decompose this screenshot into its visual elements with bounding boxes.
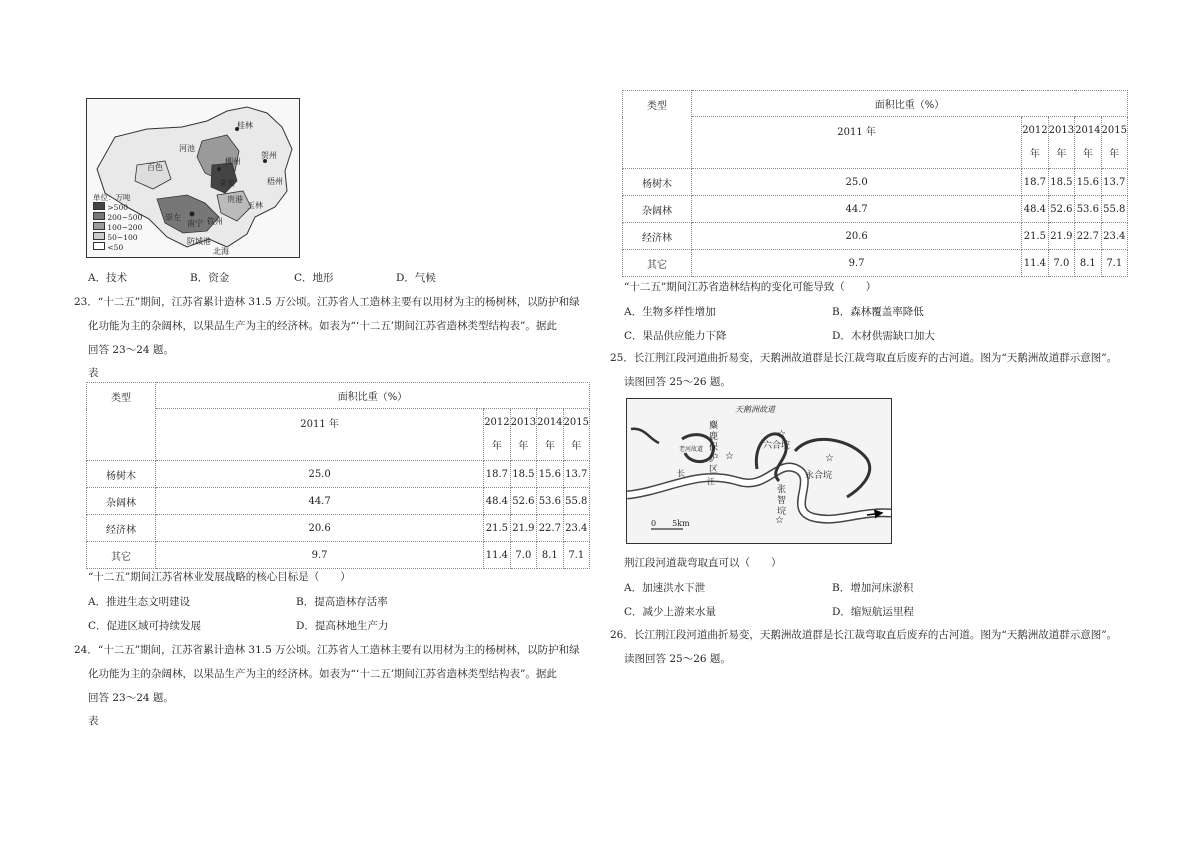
svg-text:☆: ☆ <box>775 515 784 526</box>
legend-item: 100~200 <box>93 222 142 232</box>
guangxi-map-figure <box>86 98 300 258</box>
legend-item: 200~500 <box>93 212 142 222</box>
q25-option-d[interactable]: D．缩短航运里程 <box>832 606 914 618</box>
q26-line1: 26．长江荆江段河道曲折易变，天鹅洲故道群是长江裁弯取直后废弃的古河道。图为“天鹅洲故道群示意图”。 <box>610 629 1118 641</box>
legend-item: >500 <box>93 202 142 212</box>
q23-option-d[interactable]: D．提高林地生产力 <box>296 620 389 632</box>
label-river-jiang: 江 <box>707 477 715 486</box>
th-type: 类型 <box>623 91 692 169</box>
th-2012: 2012 年 <box>1022 117 1048 169</box>
q22-option-c[interactable]: C．地形 <box>294 272 334 284</box>
q25-option-b[interactable]: B．增加河床淤积 <box>832 582 914 594</box>
label-chongzuo: 崇左 <box>165 213 181 222</box>
table-row: 杨树木 25.0 18.7 18.5 15.6 13.7 <box>87 461 590 488</box>
q25-line1: 25．长江荆江段河道曲折易变，天鹅洲故道群是长江裁弯取直后废弃的古河道。图为“天鹅洲故道群示意图”。 <box>610 352 1118 364</box>
q24-line1: 24．“十二五”期间，江苏省累计造林 31.5 万公顷。江苏省人工造林主要有以用材为主的杨树林，以防护和绿 <box>74 644 580 656</box>
q25-stem: 荆江段河道裁弯取直可以（ ） <box>624 557 782 569</box>
q23-stem: “十二五”期间江苏省林业发展战略的核心目标是（ ） <box>88 571 351 583</box>
q24-stem: “十二五”期间江苏省造林结构的变化可能导致（ ） <box>624 281 877 293</box>
th-2012: 2012 年 <box>484 409 510 461</box>
q25-option-c[interactable]: C．减少上游来水量 <box>624 606 717 618</box>
th-type: 类型 <box>87 383 156 461</box>
q25-line2: 读图回答 25～26 题。 <box>624 376 731 388</box>
label-guigang: 贵港 <box>227 195 243 204</box>
label-liuhe: 六合垸 <box>763 441 791 451</box>
table-row: 其它 9.7 11.4 7.0 8.1 7.1 <box>623 250 1128 277</box>
q24-table-label: 表 <box>88 715 99 727</box>
q23-option-a[interactable]: A．推进生态文明建设 <box>88 596 191 608</box>
label-river-chang: 长 <box>677 469 685 478</box>
q23-line2: 化功能为主的杂阔林，以果品生产为主的经济林。如表为“‘十二五’期间江苏省造林类型结构表”。据此 <box>88 320 557 332</box>
table-row: 经济林 20.6 21.5 21.9 22.7 23.4 <box>87 515 590 542</box>
th-2013: 2013 年 <box>1048 117 1074 169</box>
map-scale: 0 5km <box>651 519 690 528</box>
q22-option-a[interactable]: A．技术 <box>88 272 128 284</box>
label-hechi: 河池 <box>179 144 195 153</box>
forest-table-1 <box>86 382 590 569</box>
q24-option-b[interactable]: B．森林覆盖率降低 <box>832 306 924 318</box>
map-legend <box>93 193 142 252</box>
label-nanning: 南宁 <box>187 219 203 228</box>
label-beihai: 北海 <box>213 247 229 256</box>
map-title: 天鹅洲故道 <box>735 405 775 414</box>
th-2015: 2015 年 <box>1101 117 1127 169</box>
svg-text:☆: ☆ <box>825 453 834 464</box>
svg-text:☆: ☆ <box>777 429 786 440</box>
table-row: 杂阔林 44.7 48.4 52.6 53.6 55.8 <box>623 196 1128 223</box>
q24-option-d[interactable]: D．木材供需缺口加大 <box>832 330 935 342</box>
th-2013: 2013 年 <box>510 409 536 461</box>
th-2011: 2011 年 <box>692 117 1022 169</box>
th-area: 面积比重（%） <box>692 91 1128 117</box>
q24-line2: 化功能为主的杂阔林，以果品生产为主的经济林。如表为“‘十二五’期间江苏省造林类型结构表”。据此 <box>88 668 557 680</box>
label-yonghe: 永合垸 <box>805 471 833 481</box>
q24-line3: 回答 23～24 题。 <box>88 692 174 704</box>
th-area: 面积比重（%） <box>156 383 590 409</box>
label-yulin: 玉林 <box>247 201 263 210</box>
table-row: 杨树木 25.0 18.7 18.5 15.6 13.7 <box>623 169 1128 196</box>
q22-option-d[interactable]: D．气候 <box>396 272 436 284</box>
th-2014: 2014 年 <box>537 409 563 461</box>
q24-option-c[interactable]: C．果品供应能力下降 <box>624 330 727 342</box>
legend-item: <50 <box>93 242 142 252</box>
q22-option-b[interactable]: B．资金 <box>190 272 230 284</box>
q26-line2: 读图回答 25～26 题。 <box>624 653 731 665</box>
label-laibin: 来宾 <box>219 179 235 188</box>
label-qinzhou: 钦州 <box>207 217 223 226</box>
q23-option-c[interactable]: C．促进区域可持续发展 <box>88 620 202 632</box>
legend-item: 50~100 <box>93 232 142 242</box>
label-liuzhou: 柳州 <box>225 157 241 166</box>
th-2015: 2015 年 <box>563 409 589 461</box>
label-fangchenggang: 防城港 <box>187 237 211 246</box>
table-row: 其它 9.7 11.4 7.0 8.1 7.1 <box>87 542 590 569</box>
th-2011: 2011 年 <box>156 409 484 461</box>
th-2014: 2014 年 <box>1075 117 1101 169</box>
q23-line1: 23．“十二五”期间，江苏省累计造林 31.5 万公顷。江苏省人工造林主要有以用材为主的杨树林，以防护和绿 <box>74 296 580 308</box>
table-row: 杂阔林 44.7 48.4 52.6 53.6 55.8 <box>87 488 590 515</box>
label-hezhou: 贺州 <box>261 151 277 160</box>
q25-option-a[interactable]: A．加速洪水下泄 <box>624 582 706 594</box>
label-zhangzhi: 张智垸 <box>777 485 787 517</box>
q23-option-b[interactable]: B．提高造林存活率 <box>296 596 388 608</box>
svg-text:☆: ☆ <box>725 451 734 462</box>
label-baise: 百色 <box>147 163 163 172</box>
table-row: 经济林 20.6 21.5 21.9 22.7 23.4 <box>623 223 1128 250</box>
label-wuzhou: 梧州 <box>267 177 283 186</box>
label-old-channel: 老河故道 <box>679 446 704 453</box>
label-reserve: 麋鹿保护区 <box>709 421 719 475</box>
q23-table-label: 表 <box>88 367 99 379</box>
forest-table-2 <box>622 90 1128 277</box>
legend-title: 单位：万吨 <box>93 193 131 202</box>
tianezhou-map-figure <box>626 398 892 544</box>
q23-line3: 回答 23～24 题。 <box>88 344 174 356</box>
label-guilin: 桂林 <box>237 121 253 130</box>
q24-option-a[interactable]: A．生物多样性增加 <box>624 306 716 318</box>
